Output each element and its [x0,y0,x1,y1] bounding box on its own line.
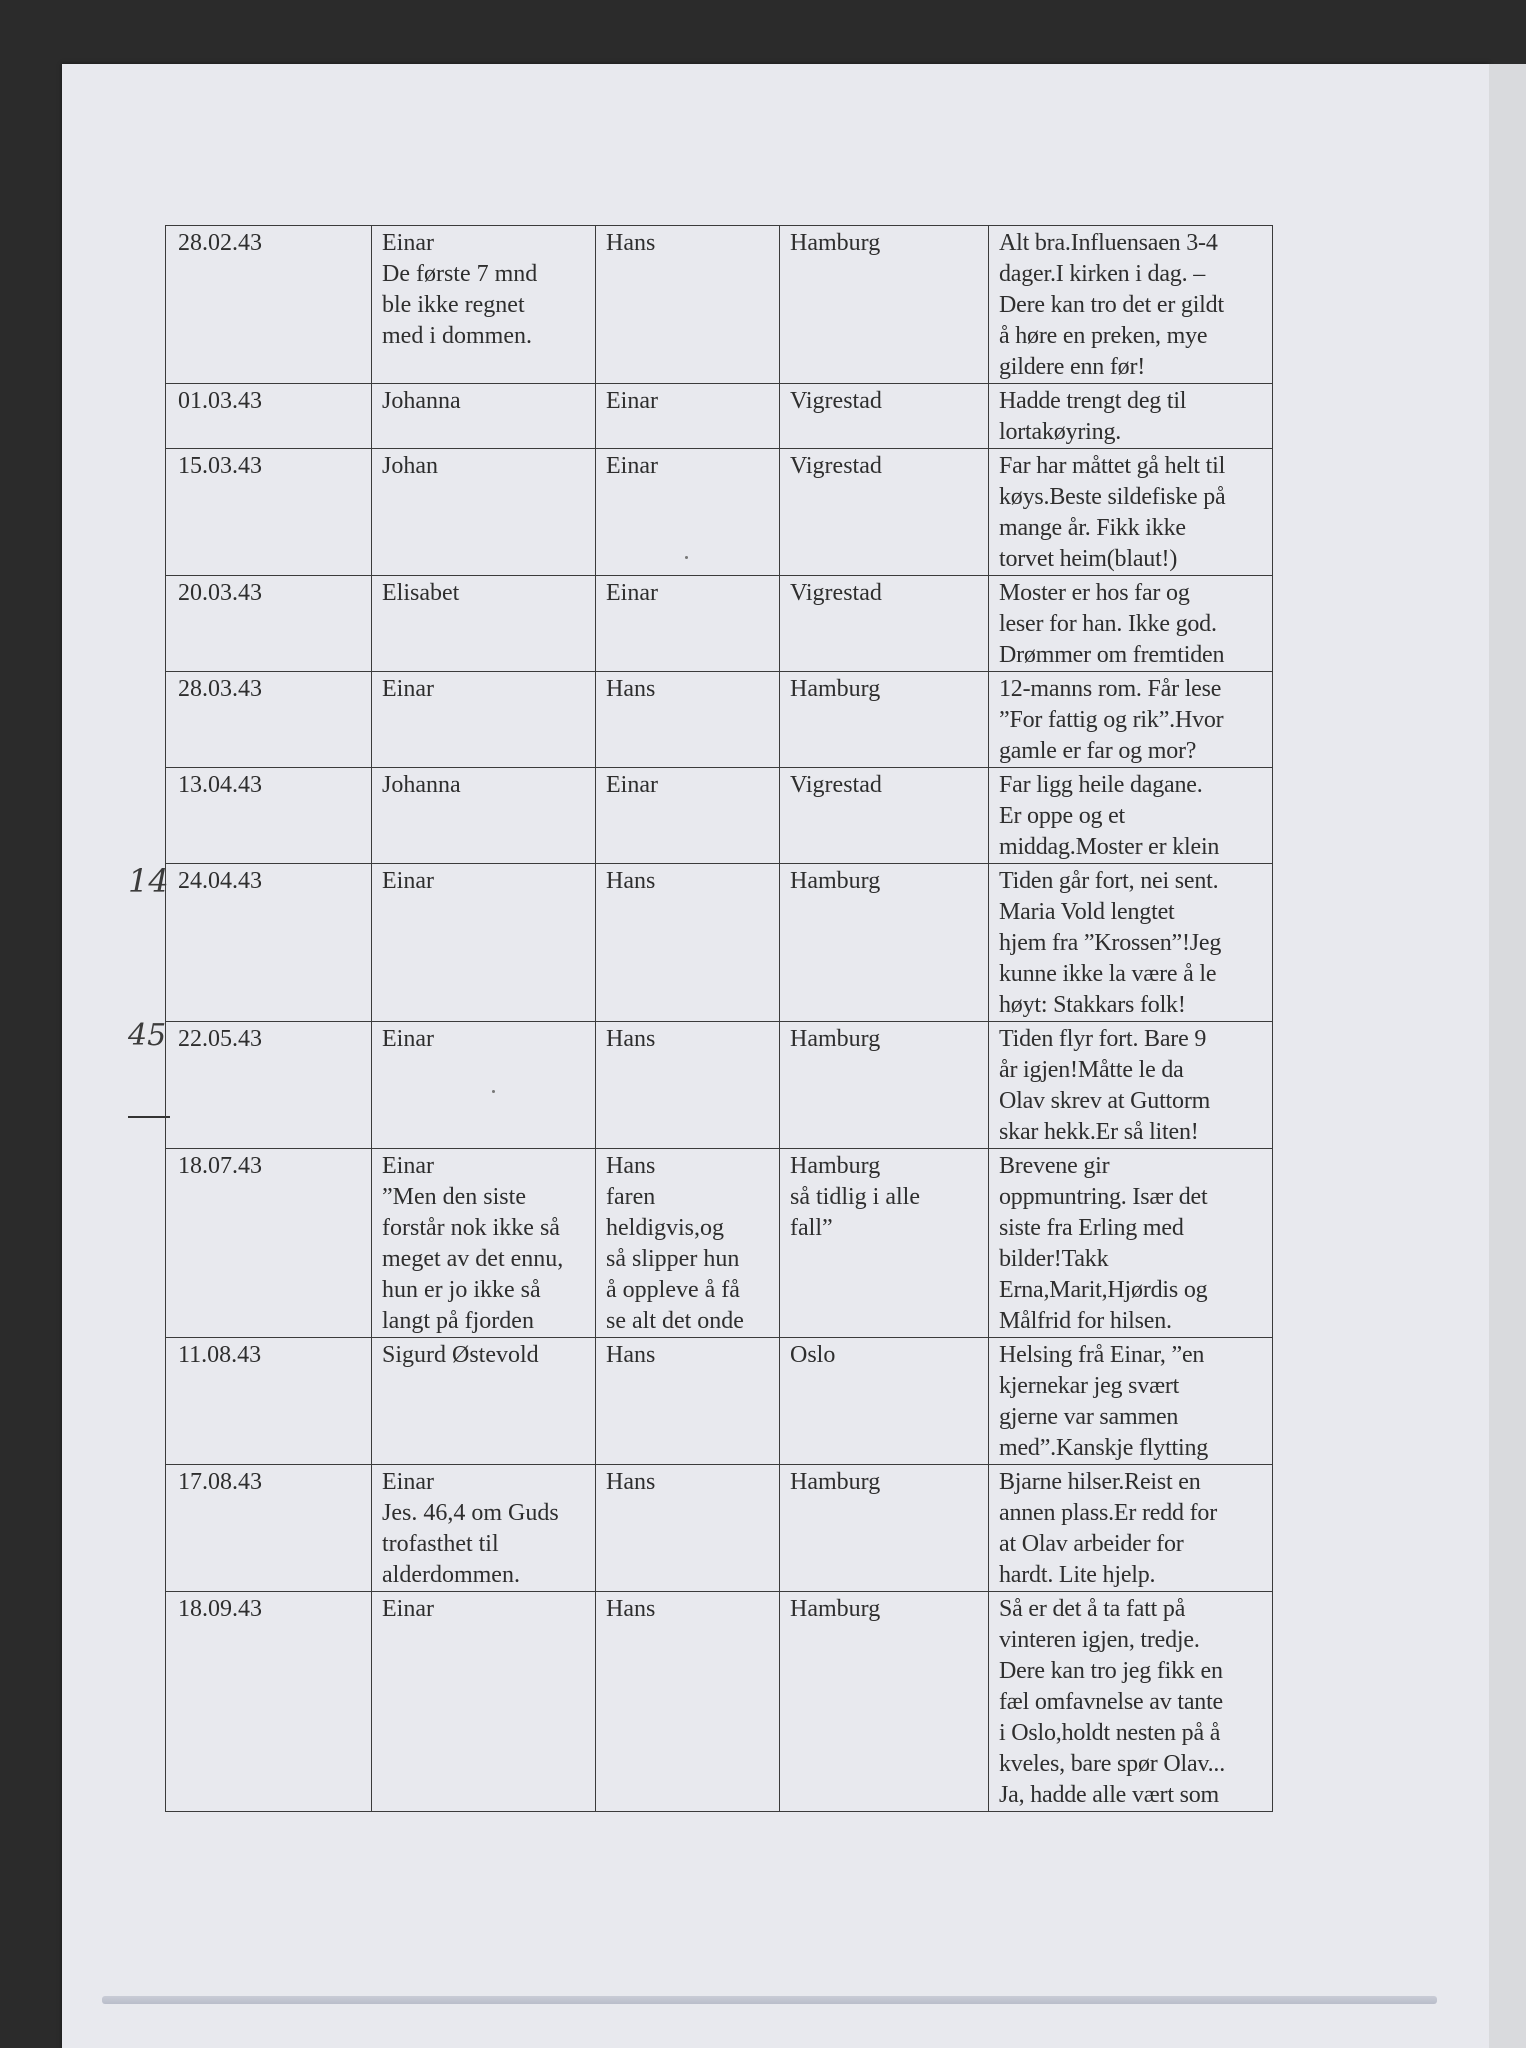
letters-table-body [166,226,1273,1812]
note-cell: Helsing frå Einar, ”en kjernekar jeg svært gjerne var sammen med”.Kanskje flytting [989,1338,1273,1465]
note-cell: Moster er hos far og leser for han. Ikke god. Drømmer om fremtiden [989,576,1273,672]
table-row [166,1465,1273,1592]
sender-cell: Johan [372,449,596,576]
place-cell: Vigrestad [780,384,989,449]
recipient-cell: Hans [596,864,780,1022]
date-cell: 13.04.43 [166,768,372,864]
date-cell: 17.08.43 [166,1465,372,1592]
recipient-cell: Hans [596,1592,780,1812]
date-cell: 20.03.43 [166,576,372,672]
sender-cell: Elisabet [372,576,596,672]
note-cell: 12-manns rom. Får lese ”For fattig og rik”.Hvor gamle er far og mor? [989,672,1273,768]
recipient-cell: Hans [596,1022,780,1149]
recipient-cell: Hans [596,1465,780,1592]
sender-cell: Einar Jes. 46,4 om Guds trofasthet til alderdommen. [372,1465,596,1592]
date-cell: 24.04.43 [166,864,372,1022]
place-cell: Hamburg [780,672,989,768]
table-row [166,576,1273,672]
sender-cell: Einar [372,864,596,1022]
note-cell: Brevene gir oppmuntring. Især det siste fra Erling med bilder!Takk Erna,Marit,Hjørdis og Målfrid for hilsen. [989,1149,1273,1338]
margin-note-14: 14 [128,862,169,900]
date-cell: 18.09.43 [166,1592,372,1812]
note-cell: Tiden flyr fort. Bare 9 år igjen!Måtte le da Olav skrev at Guttorm skar hekk.Er så liten! [989,1022,1273,1149]
sender-cell: Sigurd Østevold [372,1338,596,1465]
scan-bottom-band [102,1996,1437,2004]
sender-cell: Einar De første 7 mnd ble ikke regnet med i dommen. [372,226,596,384]
recipient-cell: Einar [596,449,780,576]
date-cell: 18.07.43 [166,1149,372,1338]
recipient-cell: Hans [596,1338,780,1465]
note-cell: Bjarne hilser.Reist en annen plass.Er redd for at Olav arbeider for hardt. Lite hjelp. [989,1465,1273,1592]
date-cell: 28.02.43 [166,226,372,384]
table-row [166,1022,1273,1149]
scanner-edge [1489,64,1526,2048]
place-cell: Vigrestad [780,449,989,576]
table-row [166,1592,1273,1812]
table-row [166,672,1273,768]
paper-speck [685,556,688,559]
date-cell: 11.08.43 [166,1338,372,1465]
recipient-cell: Hans [596,672,780,768]
table-row [166,1338,1273,1465]
place-cell: Hamburg [780,1592,989,1812]
place-cell: Hamburg så tidlig i alle fall” [780,1149,989,1338]
date-cell: 28.03.43 [166,672,372,768]
note-cell: Far har måttet gå helt til køys.Beste sildefiske på mange år. Fikk ikke torvet heim(blaut!) [989,449,1273,576]
recipient-cell: Einar [596,576,780,672]
note-cell: Alt bra.Influensaen 3-4 dager.I kirken i dag. – Dere kan tro det er gildt å høre en preken, mye gildere enn før! [989,226,1273,384]
recipient-cell: Einar [596,384,780,449]
sender-cell: Einar [372,1022,596,1149]
table-row [166,384,1273,449]
note-cell: Tiden går fort, nei sent. Maria Vold lengtet hjem fra ”Krossen”!Jeg kunne ikke la være å le høyt: Stakkars folk! [989,864,1273,1022]
recipient-cell: Hans faren heldigvis,og så slipper hun å oppleve å få se alt det onde [596,1149,780,1338]
sender-cell: Einar ”Men den siste forstår nok ikke så meget av det ennu, hun er jo ikke så langt på fjorden [372,1149,596,1338]
sender-cell: Johanna [372,384,596,449]
date-cell: 22.05.43 [166,1022,372,1149]
place-cell: Hamburg [780,864,989,1022]
date-cell: 01.03.43 [166,384,372,449]
table-row [166,864,1273,1022]
sender-cell: Einar [372,1592,596,1812]
margin-note-45: 45 [128,1018,167,1053]
place-cell: Hamburg [780,226,989,384]
paper-speck [492,1090,495,1093]
margin-dash [128,1116,170,1118]
place-cell: Vigrestad [780,576,989,672]
place-cell: Oslo [780,1338,989,1465]
sender-cell: Einar [372,672,596,768]
recipient-cell: Hans [596,226,780,384]
note-cell: Så er det å ta fatt på vinteren igjen, tredje. Dere kan tro jeg fikk en fæl omfavnelse av tante i Oslo,holdt nesten på å kveles, bare spør Olav... Ja, hadde alle vært som [989,1592,1273,1812]
recipient-cell: Einar [596,768,780,864]
note-cell: Far ligg heile dagane. Er oppe og et middag.Moster er klein [989,768,1273,864]
letters-table [165,225,1273,1812]
table-row [166,449,1273,576]
place-cell: Hamburg [780,1465,989,1592]
note-cell: Hadde trengt deg til lortakøyring. [989,384,1273,449]
letters-table-container [165,225,1273,1812]
date-cell: 15.03.43 [166,449,372,576]
place-cell: Vigrestad [780,768,989,864]
sender-cell: Johanna [372,768,596,864]
table-row [166,768,1273,864]
table-row [166,1149,1273,1338]
place-cell: Hamburg [780,1022,989,1149]
table-row [166,226,1273,384]
